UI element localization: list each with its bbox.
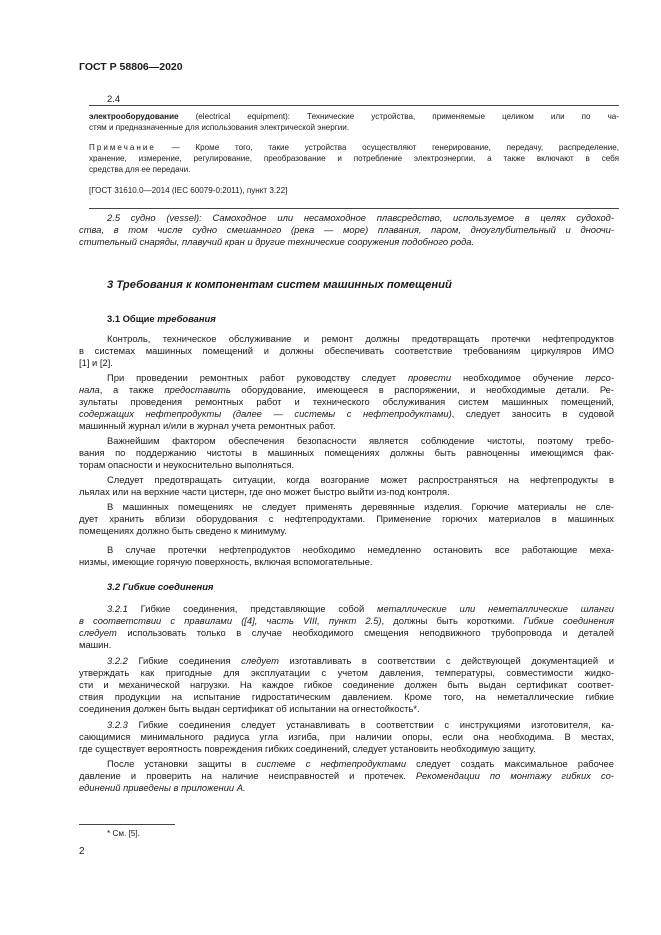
- span: Гибкие соединения: [127, 655, 242, 666]
- note-line: [89, 143, 619, 154]
- text-line: стительный снаряды, плавучий кран и другие технические сооружения подобного рода.: [79, 236, 475, 248]
- definition-line: стям и предназначенные для использования электрической энергии.: [89, 122, 350, 132]
- span: изготавливать в соответствии с действующей документацией и: [278, 655, 614, 666]
- paragraph: [79, 435, 614, 471]
- span: , а также: [99, 384, 165, 396]
- span: Рекомендации по монтажу гибких со-: [415, 770, 614, 782]
- span: в соответствии с правилами ([4], часть VIII, пункт 2.5): [79, 615, 382, 627]
- text-line: торам опасности и неукоснительно выполняться.: [79, 459, 295, 471]
- paragraph-3-2-2: [79, 655, 614, 715]
- text-line: единений приведены в приложении А.: [79, 782, 246, 794]
- span: Гибкие соединения следует устанавливать в соответствии с инструкциями изготовителя, ка-: [127, 719, 614, 730]
- text-line: где существует вероятность повреждения гибких соединений, следует установить необходимую защиту.: [79, 743, 536, 755]
- text-line: ства, в том числе судно смешанного (река — море) плавания, паром, дноуглубительный и дноочи-: [79, 224, 614, 236]
- text-line: В случае протечки нефтепродуктов необходимо немедленно остановить все работающие меха-: [107, 544, 614, 555]
- span: , следует заносить в судовой: [451, 408, 614, 420]
- span: Гибкие соединения: [523, 615, 614, 627]
- span: провести: [407, 372, 452, 383]
- paragraph: [79, 501, 614, 537]
- text-line: Следует предотвращать ситуации, когда возгорание может распространяться на нефтепродукты в: [107, 474, 614, 485]
- span: давление и проверить на наличие неисправностей и протечек.: [79, 770, 416, 782]
- footnote-divider: [79, 824, 175, 825]
- text-line: [79, 627, 614, 639]
- span: следует: [241, 655, 279, 666]
- text-line: [79, 758, 614, 770]
- text-line: [79, 719, 614, 731]
- text-line: сти и механической нагрузки. На каждое гибкое соединение должен быть выдан сертификат соответ-: [79, 679, 614, 691]
- paragraph-3-2-3: [79, 719, 614, 755]
- text-line: [79, 372, 614, 384]
- text-line: [79, 603, 614, 615]
- span: 3.2.2: [107, 655, 128, 666]
- span: следует создать максимальное рабочее: [406, 758, 614, 769]
- span: необходимое обучение: [451, 372, 586, 383]
- note-line: средства для ее передачи.: [89, 164, 191, 174]
- text-line: [79, 408, 614, 420]
- note-part: — Кроме того, такие устройства осуществляют генерирование, передачу, распределение,: [155, 143, 619, 152]
- text-line: [79, 770, 614, 782]
- span: При проведении ремонтных работ руководству следует: [107, 372, 408, 383]
- text-line: льялах или на верхние части цистерн, где оно может быстро выйти из-под контроля.: [79, 486, 450, 498]
- section-3-title: 3 Требования к компонентам систем машинных помещений: [107, 279, 452, 291]
- span: персо-: [585, 372, 614, 383]
- subsection-3-1-title: [107, 313, 216, 324]
- span: 3.2.1: [107, 603, 128, 614]
- text-line: [79, 655, 614, 667]
- text-line: зультаты проведения ремонтных работ и технического обслуживания систем машинных помещений,: [79, 396, 614, 408]
- span: Гибкие соединения, представляющие собой: [127, 603, 378, 614]
- reference-text: [ГОСТ 31610.0—2014 (IEC 60079-0:2011), пункт 3.22]: [89, 186, 288, 195]
- text-line: в системах машинных помещений и должны обеспечивать соответствие требованиям циркуляров ИМО: [79, 345, 614, 357]
- text-line: [79, 384, 614, 396]
- span: следует: [79, 627, 117, 639]
- span: содержащих нефтепродукты (далее — системы с нефтепродуктами): [79, 408, 452, 420]
- text-line: [1] и [2].: [79, 357, 113, 369]
- paragraph-3-2-1: [79, 603, 614, 651]
- span: нала: [79, 384, 100, 396]
- text-line: ствия продукции на испытание гидростатическим давлением. Кроме того, на неметаллические гибкие: [79, 691, 614, 703]
- paragraph: [79, 474, 614, 498]
- span: оборудование, имеющееся в распоряжении, и необходимые детали. Ре-: [230, 384, 614, 396]
- span: , должны быть короткими.: [381, 615, 524, 627]
- subsection-3-2-title: 3.2 Гибкие соединения: [107, 581, 214, 592]
- reference: [89, 186, 619, 197]
- subsection-word: требования: [157, 313, 216, 324]
- span: использовать только в случае необходимого смещения неподвижного трубопровода и деталей: [116, 627, 614, 639]
- definition-line: [89, 112, 619, 123]
- paragraph: [79, 372, 614, 432]
- text-line: Важнейшим фактором обеспечения безопасности является соблюдение чистоты, поэтому требо-: [107, 435, 614, 446]
- text-line: В машинных помещениях не следует применять деревянные изделия. Горючие материалы не сле-: [107, 501, 614, 512]
- text-line: Контроль, техническое обслуживание и ремонт должны предотвращать протечки нефтепродуктов: [107, 333, 614, 344]
- paragraph: [79, 333, 614, 369]
- text-line: утверждать как пригодные для эксплуатации с учетом давления, температуры, совместимости жидко-: [79, 667, 614, 679]
- term: электрооборудование: [89, 112, 179, 121]
- subsection-number: 3.1 Общие: [107, 313, 158, 324]
- span: 3.2.3: [107, 719, 128, 730]
- text-line: сающимися минимального радиуса угла изгиба, при наличии опоры, если она необходима. В местах,: [79, 731, 614, 743]
- text-line: соединения должен быть выдан сертификат об испытании на огнестойкость*.: [79, 703, 420, 715]
- text-line: вания по поддержанию чистоты в машинных помещениях должны быть равноценны имеющимся фак-: [79, 447, 614, 459]
- span: металлические или неметаллические шланги: [377, 603, 615, 614]
- section-number-2-4: 2.4: [107, 94, 121, 105]
- text-line: [79, 615, 614, 627]
- span: предоставить: [164, 384, 231, 396]
- paragraph-3-2-4: [79, 758, 614, 794]
- document-header: ГОСТ Р 58806—2020: [79, 61, 183, 73]
- definition-part: (electrical equipment): Технические устройства, применяемые целиком или по ча-: [178, 112, 619, 121]
- text-line: низмы, имеющие горячую поверхность, включая вспомогательные.: [79, 556, 373, 568]
- note-line: хранение, измерение, регулирование, преобразование и потребление электроэнергии, а также включают в себя: [89, 153, 619, 163]
- page-number: 2: [79, 846, 85, 857]
- text-line: дует хранить вблизи оборудования с нефтепродуктами. Применение горючих материалов в машинных: [79, 513, 614, 525]
- text-line: машинный журнал и/или в журнал учета ремонтных работ.: [79, 420, 336, 432]
- text-line: помещениях должно быть сведено к минимуму.: [79, 525, 287, 537]
- definition-text: [89, 112, 619, 134]
- span: системе с нефтепродуктами: [256, 758, 407, 769]
- text-line: машин.: [79, 639, 112, 651]
- text-line: [79, 212, 614, 224]
- footnote: * См. [5].: [107, 829, 140, 838]
- paragraph: [79, 544, 614, 568]
- note-label: Примечание: [89, 143, 156, 152]
- definition-box: [89, 105, 619, 209]
- definition-2-5: [79, 212, 614, 248]
- line-text: 2.5 судно (vessel): Самоходное или несамоходное плавсредство, используемое в целях судоход-: [107, 212, 614, 223]
- note: [89, 143, 619, 175]
- span: После установки защиты в: [107, 758, 257, 769]
